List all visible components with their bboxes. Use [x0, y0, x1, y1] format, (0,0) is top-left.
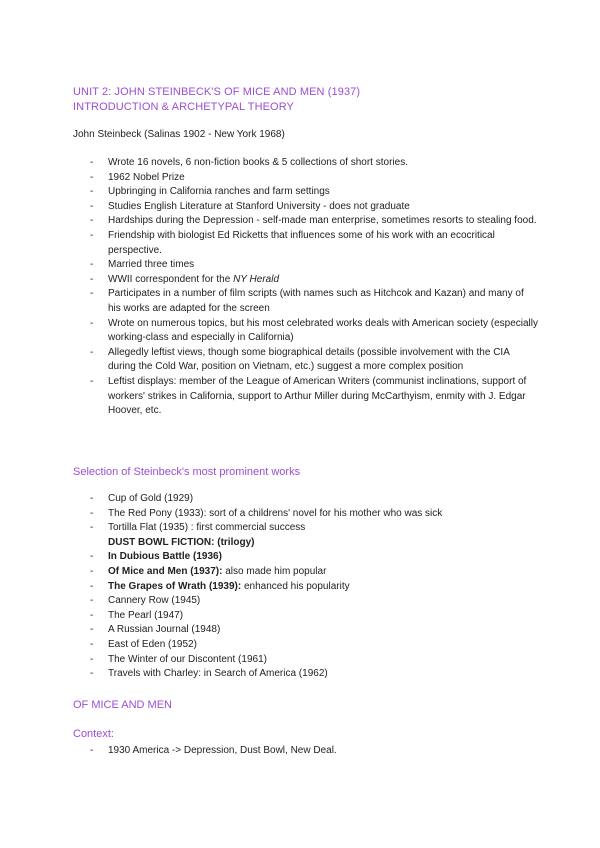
work-item-text: The Pearl (1947)	[108, 609, 184, 621]
dash-bullet: -	[90, 745, 94, 756]
bio-item	[0, 375, 600, 419]
dash-bullet: -	[90, 171, 94, 183]
bio-item-text: Leftist displays: member of the League of American Writers (communist inclinations, support of workers' strikes in California, support to Arthur Miller during McCarthyism, enmity with J. Edgar Hoover, etc.	[108, 375, 527, 417]
dash-bullet: -	[90, 317, 94, 329]
bio-item	[0, 171, 600, 186]
work-item-text: Travels with Charley: in Search of America (1962)	[108, 668, 328, 680]
bio-item	[0, 317, 600, 346]
work-item	[0, 609, 600, 624]
bio-item	[0, 185, 600, 200]
biography-list	[0, 156, 600, 419]
work-item-text: The Red Pony (1933): sort of a childrens' novel for his mother who was sick	[108, 507, 443, 519]
dash-bullet: -	[90, 551, 94, 563]
work-item-text: Cup of Gold (1929)	[108, 493, 194, 504]
work-item-text: The Winter of our Discontent (1961)	[108, 653, 267, 665]
bio-item-text: Allegedly leftist views, though some biographical details (possible involvement with the CIA during the Cold War, position on Vietnam, etc.) suggest a more complex position	[108, 346, 510, 373]
dash-bullet: -	[90, 288, 94, 300]
bio-item-text: Wrote 16 novels, 6 non-fiction books & 5 collections of short stories.	[108, 157, 408, 168]
work-item	[0, 521, 600, 536]
dash-bullet: -	[90, 653, 94, 665]
dash-bullet: -	[90, 157, 94, 168]
dash-bullet: -	[90, 200, 94, 212]
page-title	[73, 85, 543, 115]
work-item-bold: Of Mice and Men (1937):	[108, 565, 223, 577]
dash-bullet: -	[90, 229, 94, 241]
work-item-text: A Russian Journal (1948)	[108, 624, 221, 636]
dash-bullet: -	[90, 624, 94, 636]
work-item-text: enhanced his popularity	[241, 580, 350, 592]
dash-bullet: -	[90, 595, 94, 607]
work-item-bold: In Dubious Battle (1936)	[108, 551, 222, 563]
dash-bullet: -	[90, 565, 94, 577]
of-mice-and-men-heading: OF MICE AND MEN	[73, 699, 173, 711]
dash-bullet: -	[90, 638, 94, 650]
bio-item-text: Participates in a number of film scripts (with names such as Hitchcok and Kazan) and many of his works are adapted for the screen	[108, 288, 524, 314]
dash-bullet: -	[90, 186, 94, 198]
bio-item-text: Studies English Literature at Stanford University - does not graduate	[108, 200, 410, 212]
bio-item	[0, 287, 600, 316]
context-heading: Context:	[73, 728, 114, 740]
context-item	[0, 744, 600, 759]
dash-bullet: -	[90, 580, 94, 592]
work-item-bold: The Grapes of Wrath (1939):	[108, 580, 242, 592]
title-line-2: INTRODUCTION & ARCHETYPAL THEORY	[73, 101, 294, 113]
context-list	[0, 744, 600, 759]
bio-item-text: WWII correspondent for the	[108, 273, 234, 285]
work-item	[0, 565, 600, 580]
dash-bullet: -	[90, 507, 94, 519]
work-item	[0, 623, 600, 638]
work-item	[0, 653, 600, 668]
work-item	[0, 580, 600, 595]
work-item	[0, 492, 600, 507]
works-list	[0, 492, 600, 682]
dash-bullet: -	[90, 609, 94, 621]
work-item	[0, 550, 600, 565]
work-item	[0, 638, 600, 653]
bio-item	[0, 156, 600, 171]
work-item	[0, 536, 600, 551]
bio-item	[0, 258, 600, 273]
bio-item-text: Friendship with biologist Ed Ricketts that influences some of his work with an ecocritical perspective.	[108, 229, 495, 256]
bio-item-italic: NY Herald	[233, 273, 280, 285]
dash-bullet: -	[90, 346, 94, 358]
work-item	[0, 507, 600, 522]
work-item-text: East of Eden (1952)	[108, 638, 197, 650]
work-item-bold: DUST BOWL FICTION: (trilogy)	[108, 536, 255, 548]
bio-item-text: Wrote on numerous topics, but his most celebrated works deals with American society (especially working-class and especially in California)	[108, 317, 539, 344]
dash-bullet: -	[90, 522, 94, 534]
work-item-text: Cannery Row (1945)	[108, 595, 201, 607]
works-heading: Selection of Steinbeck's most prominent works	[73, 466, 301, 478]
bio-item	[0, 200, 600, 215]
author-line: John Steinbeck (Salinas 1902 - New York 1968)	[73, 129, 285, 140]
work-item	[0, 667, 600, 682]
work-item-text: also made him popular	[222, 565, 327, 577]
bio-item-text: Married three times	[108, 259, 195, 271]
title-line-1: UNIT 2: JOHN STEINBECK'S OF MICE AND MEN (1937)	[73, 86, 361, 98]
dash-bullet: -	[90, 668, 94, 680]
dash-bullet: -	[90, 493, 94, 504]
dash-bullet: -	[90, 375, 94, 387]
bio-item-text: Hardships during the Depression - self-made man enterprise, sometimes resorts to stealing food.	[108, 215, 537, 227]
bio-item	[0, 214, 600, 229]
context-item-text: 1930 America -> Depression, Dust Bowl, New Deal.	[108, 745, 337, 756]
bio-item-text: Upbringing in California ranches and farm settings	[108, 186, 330, 198]
bio-item	[0, 346, 600, 375]
bio-item	[0, 273, 600, 288]
work-item-text: Tortilla Flat (1935) : first commercial success	[108, 522, 306, 534]
bio-item-text: 1962 Nobel Prize	[108, 171, 185, 183]
work-item	[0, 594, 600, 609]
bio-item	[0, 229, 600, 258]
dash-bullet: -	[90, 273, 94, 285]
dash-bullet: -	[90, 215, 94, 227]
dash-bullet: -	[90, 259, 94, 271]
